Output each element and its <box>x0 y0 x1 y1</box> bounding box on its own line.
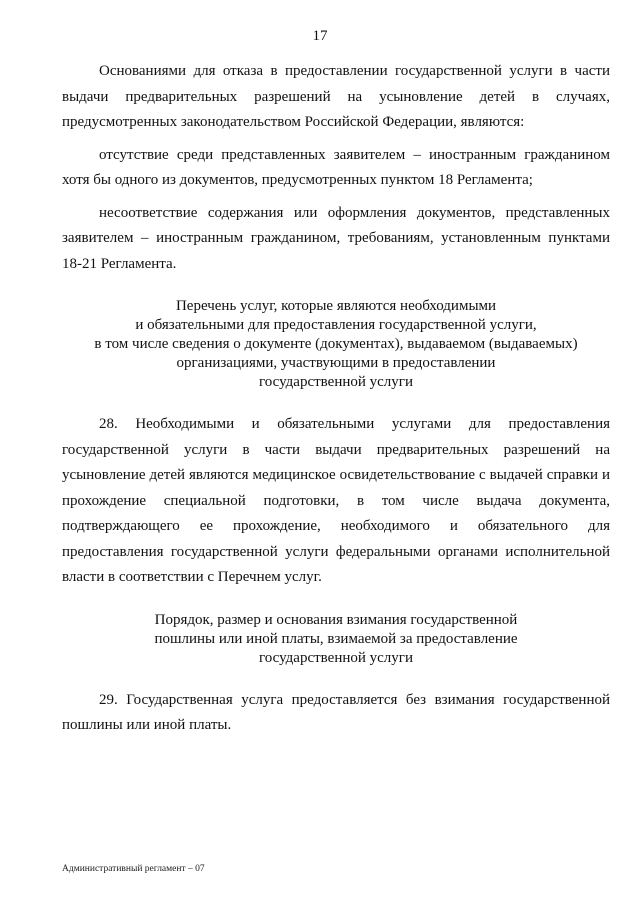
heading-line: пошлины или иной платы, взимаемой за предоставление <box>154 630 518 647</box>
paragraph-29: 29. Государственная услуга предоставляется без взимания государственной пошлины или иной платы. <box>62 691 610 733</box>
section-heading-state-fee <box>62 611 610 668</box>
heading-line: и обязательными для предоставления государственной услуги, <box>135 317 537 333</box>
heading-line: в том числе сведения о документе (документах), выдаваемом (выдаваемых) <box>94 336 578 352</box>
heading-line: Порядок, размер и основания взимания государственной <box>154 611 518 628</box>
paragraph-nonconformity: несоответствие содержания или оформления документов, представленных заявителем – иностранным гражданином, требованиям, установленным пунктами 18-21 Регламента. <box>62 204 610 272</box>
document-footer: Административный регламент – 07 <box>62 864 205 874</box>
section-heading-required-services <box>62 297 610 392</box>
paragraph-missing-documents: отсутствие среди представленных заявителем – иностранным гражданином хотя бы одного из документов, предусмотренных пунктом 18 Регламента; <box>62 146 610 188</box>
heading-line: организациями, участвующими в предоставлении <box>176 355 496 371</box>
paragraph-refusal-grounds: Основаниями для отказа в предоставлении государственной услуги в части выдачи предварительных разрешений на усыновление детей в случаях, предусмотренных законодательством Российской Федерации, являются: <box>62 63 610 130</box>
heading-line: государственной услуги <box>259 374 413 390</box>
paragraph-28: 28. Необходимыми и обязательными услугами для предоставления государственной услуги в части выдачи предварительных разрешений на усыновление детей являются медицинское освидетельствование с выдачей справки и прохождение специальной подготовки, в том числе выдача документа, подтверждающего ее прохождение, необходимого и обязательного для предоставления государственной услуги федеральными органами исполнительной власти в соответствии с Перечнем услуг. <box>62 416 610 585</box>
page-number: 17 <box>312 28 328 44</box>
document-body <box>62 59 610 746</box>
heading-line: государственной услуги <box>259 649 413 666</box>
heading-line: Перечень услуг, которые являются необходимыми <box>175 298 497 314</box>
